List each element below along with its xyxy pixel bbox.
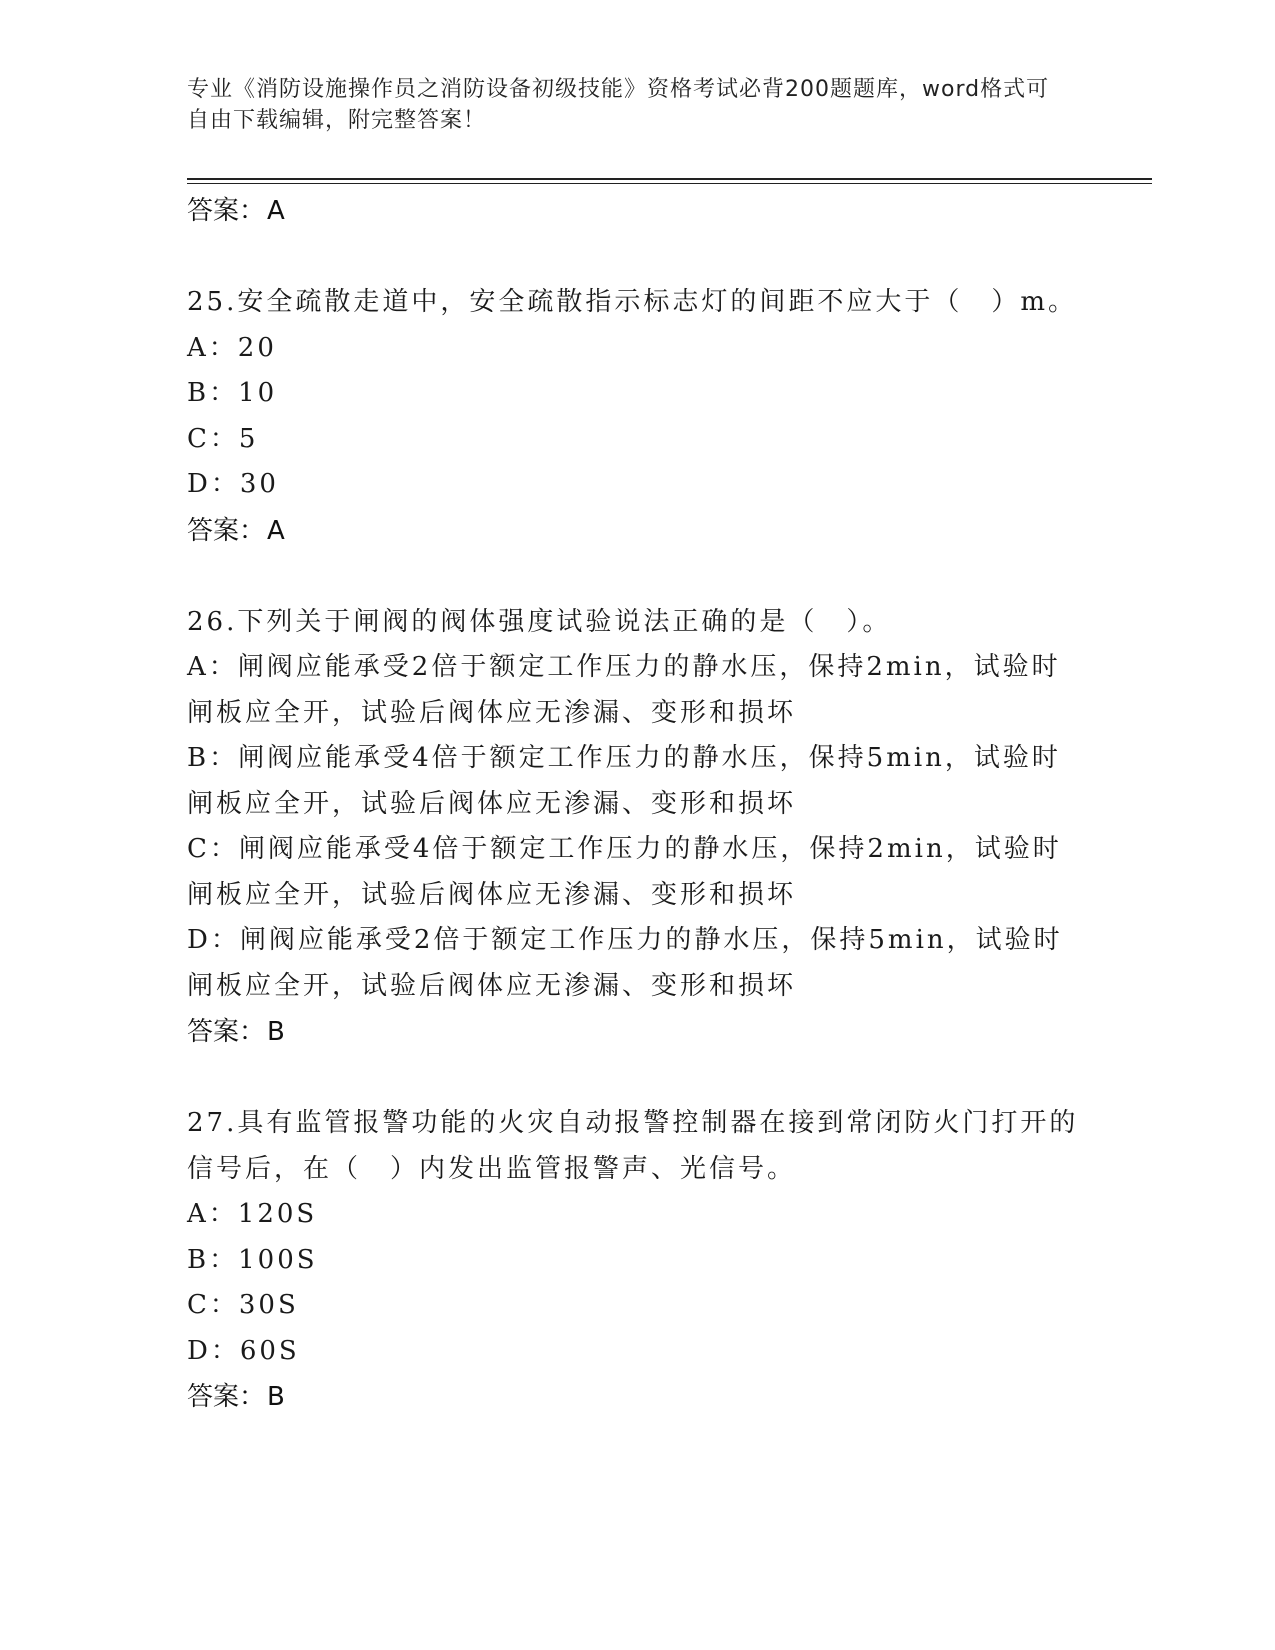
question-stem: 25.安全疏散走道中，安全疏散指示标志灯的间距不应大于（ ）m。: [187, 287, 1078, 317]
option-c: C：闸阀应能承受4倍于额定工作压力的静水压，保持2min，试验时闸板应全开，试验后阀体应无渗漏、变形和损坏: [187, 834, 1062, 910]
spacer: [187, 554, 1087, 600]
document-header: 专业《消防设施操作员之消防设备初级技能》资格考试必背200题题库，word格式可自由下载编辑，附完整答案！: [187, 77, 1050, 133]
answer-label: 答案：: [187, 1017, 266, 1047]
answer-line: [187, 1009, 1087, 1055]
option-d: D：60S: [187, 1335, 300, 1366]
option-d: D：30: [187, 469, 279, 499]
question-list: [187, 188, 1087, 1420]
question-stem: 26.下列关于闸阀的阀体强度试验说法正确的是（ ）。: [187, 606, 892, 637]
option-b: B：闸阀应能承受4倍于额定工作压力的静水压，保持5min，试验时闸板应全开，试验后阀体应无渗漏、变形和损坏: [187, 743, 1061, 819]
answer-value: B: [267, 1382, 285, 1412]
answer-line: [187, 1374, 1087, 1420]
answer-label: 答案：: [187, 515, 266, 546]
answer-value: A: [267, 196, 285, 226]
answer-line: [187, 508, 1087, 554]
answer-value: B: [267, 1017, 285, 1047]
question-stem: 27.具有监管报警功能的火灾自动报警控制器在接到常闭防火门打开的信号后，在（ ）内发出监管报警声、光信号。: [187, 1108, 1079, 1184]
spacer: [187, 1055, 1087, 1101]
option-c: C：30S: [187, 1290, 299, 1320]
answer-line: [187, 188, 1087, 234]
answer-label: 答案：: [187, 1382, 266, 1412]
answer-value: A: [267, 515, 285, 546]
option-b: B：100S: [187, 1244, 318, 1275]
header-divider-thick: [187, 178, 1152, 180]
option-c: C：5: [187, 423, 259, 454]
header-divider-thin: [187, 183, 1152, 184]
option-b: B：10: [187, 378, 278, 408]
spacer: [187, 234, 1087, 280]
option-a: A：20: [187, 332, 277, 363]
option-a: A：闸阀应能承受2倍于额定工作压力的静水压，保持2min，试验时闸板应全开，试验后阀体应无渗漏、变形和损坏: [187, 652, 1061, 728]
answer-label: 答案：: [187, 196, 266, 226]
option-d: D：闸阀应能承受2倍于额定工作压力的静水压，保持5min，试验时闸板应全开，试验后阀体应无渗漏、变形和损坏: [187, 925, 1063, 1001]
option-a: A：120S: [187, 1199, 318, 1229]
